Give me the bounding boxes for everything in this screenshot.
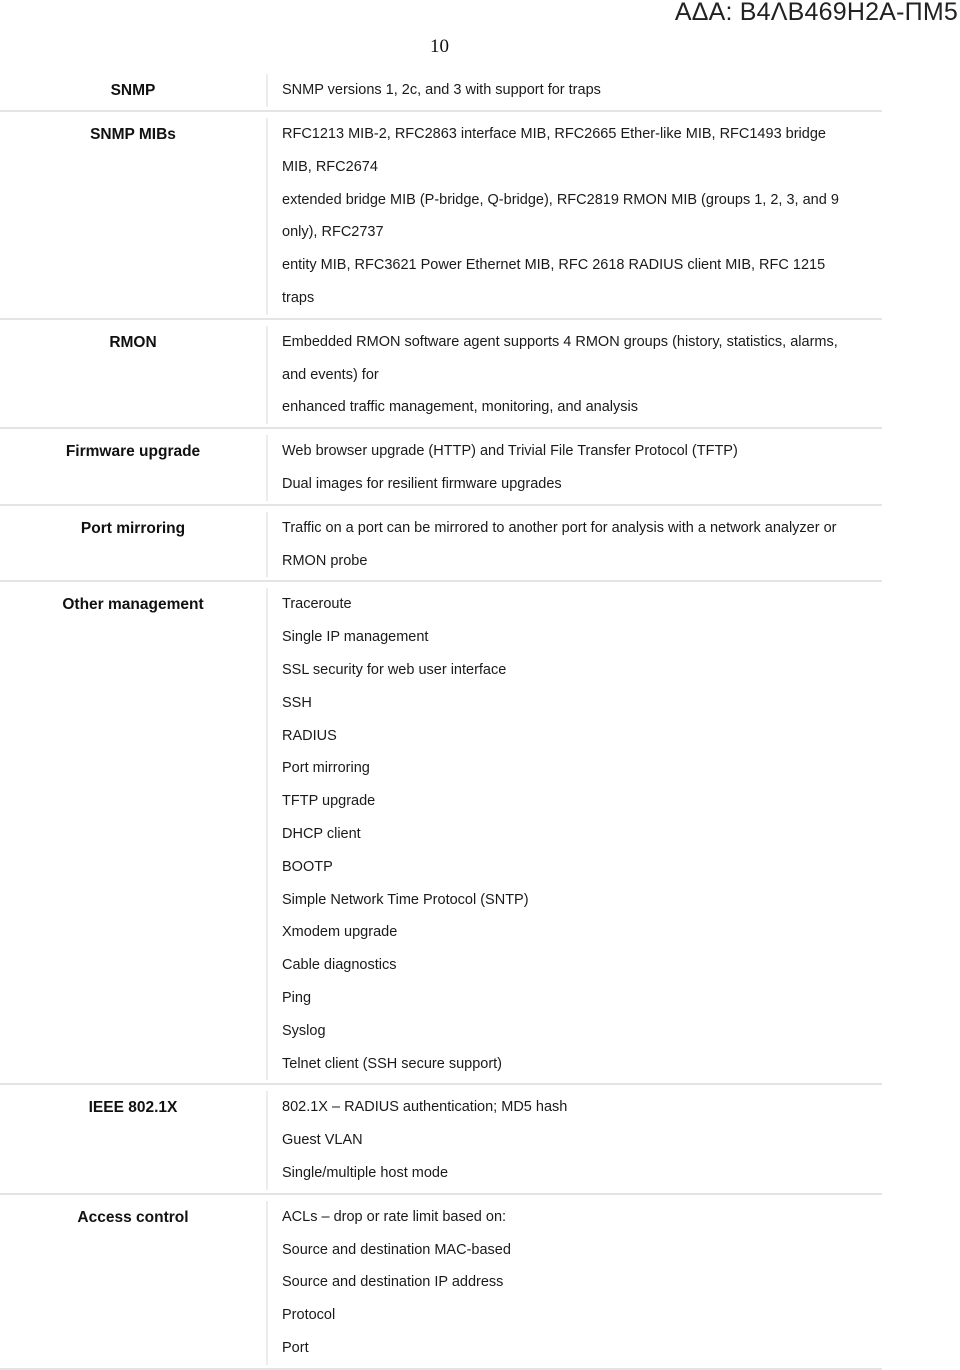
spec-label: IEEE 802.1X [88, 1099, 178, 1117]
spec-values [266, 1201, 882, 1365]
spec-line: Source and destination MAC-based [282, 1241, 511, 1258]
spec-row [0, 506, 882, 583]
spec-row [0, 70, 882, 112]
spec-label: SNMP MIBs [90, 126, 176, 143]
spec-line: ACLs – drop or rate limit based on: [282, 1208, 507, 1225]
spec-line: Xmodem upgrade [282, 924, 398, 941]
spec-line: Syslog [282, 1022, 326, 1039]
specification-table [0, 70, 882, 1370]
spec-line: Cable diagnostics [282, 957, 397, 974]
spec-line: TFTP upgrade [282, 793, 376, 810]
spec-values [266, 435, 882, 501]
spec-line: Port mirroring [282, 760, 370, 777]
spec-values [266, 326, 882, 424]
spec-line: 802.1X – RADIUS authentication; MD5 hash [282, 1099, 568, 1116]
spec-row [0, 429, 882, 506]
spec-line: Single IP management [282, 629, 429, 646]
spec-row [0, 112, 882, 320]
spec-line: Web browser upgrade (HTTP) and Trivial File Transfer Protocol (TFTP) [282, 443, 738, 460]
spec-line: Embedded RMON software agent supports 4 RMON groups (history, statistics, alarms, [282, 333, 838, 350]
spec-line: Dual images for resilient firmware upgrades [282, 475, 562, 492]
spec-row [0, 1195, 882, 1370]
spec-label: Port mirroring [80, 519, 186, 537]
spec-line: RADIUS [282, 727, 337, 744]
spec-line: extended bridge MIB (P-bridge, Q-bridge), RFC2819 RMON MIB (groups 1, 2, 3, and 9 [282, 191, 839, 208]
spec-row [0, 582, 882, 1085]
spec-line: Port [282, 1339, 309, 1356]
spec-label: Access control [77, 1208, 189, 1226]
spec-line: BOOTP [282, 858, 333, 875]
spec-line: RFC1213 MIB-2, RFC2863 interface MIB, RFC2665 Ether-like MIB, RFC1493 bridge [282, 126, 826, 142]
spec-values [266, 588, 882, 1080]
spec-values [266, 74, 882, 107]
spec-label: RMON [109, 333, 157, 351]
spec-line: DHCP client [282, 825, 361, 842]
spec-line: Single/multiple host mode [282, 1164, 449, 1181]
spec-line: Traceroute [282, 596, 352, 613]
spec-label: Firmware upgrade [65, 443, 201, 461]
spec-line: Telnet client (SSH secure support) [282, 1055, 503, 1072]
document-id: ΑΔΑ: Β4ΛΒ469Η2Α-ΠΜ5 [674, 0, 958, 26]
spec-line: Guest VLAN [282, 1132, 363, 1149]
spec-values [266, 512, 882, 578]
spec-line: traps [282, 289, 315, 306]
spec-values [266, 1091, 882, 1189]
spec-line: SSH [282, 694, 312, 711]
spec-line: Ping [282, 989, 312, 1006]
spec-line: RMON probe [282, 552, 368, 569]
spec-line: SNMP versions 1, 2c, and 3 with support for traps [282, 82, 601, 98]
spec-label: Other management [62, 596, 204, 614]
spec-label: SNMP [110, 82, 156, 99]
page-number: 10 [430, 36, 449, 57]
spec-values [266, 118, 882, 315]
spec-line: Protocol [282, 1307, 336, 1324]
spec-line: Source and destination IP address [282, 1274, 504, 1291]
spec-line: and events) for [282, 366, 379, 383]
spec-row [0, 320, 882, 429]
spec-line: Traffic on a port can be mirrored to another port for analysis with a network analyzer or [282, 519, 837, 536]
spec-line: Simple Network Time Protocol (SNTP) [282, 891, 529, 908]
spec-line: SSL security for web user interface [282, 661, 507, 678]
spec-line: MIB, RFC2674 [282, 158, 378, 175]
spec-line: entity MIB, RFC3621 Power Ethernet MIB, RFC 2618 RADIUS client MIB, RFC 1215 [282, 257, 826, 274]
spec-line: enhanced traffic management, monitoring, and analysis [282, 399, 639, 416]
spec-line: only), RFC2737 [282, 224, 384, 241]
spec-row [0, 1085, 882, 1194]
